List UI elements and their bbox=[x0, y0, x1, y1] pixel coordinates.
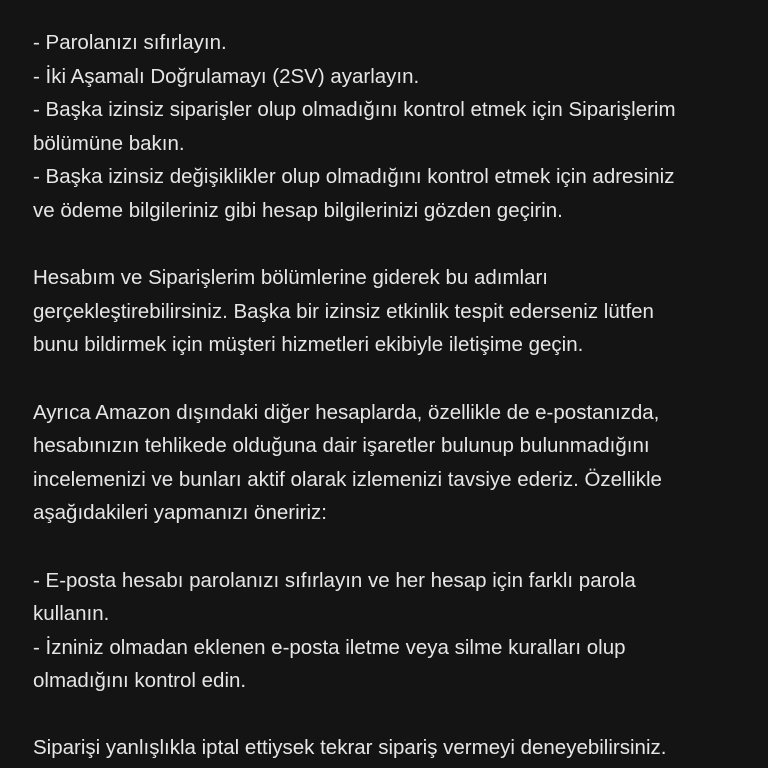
paragraph-gap bbox=[33, 530, 676, 564]
text-line: - Başka izinsiz değişiklikler olup olmadığını kontrol etmek için adresiniz bbox=[33, 165, 675, 189]
paragraph bbox=[33, 396, 676, 530]
paragraph bbox=[33, 26, 676, 228]
text-line: bölümüne bakın. bbox=[33, 131, 185, 155]
text-line: kullanın. bbox=[33, 602, 110, 626]
text-line: Siparişi yanlışlıkla iptal ettiysek tekrar sipariş vermeyi deneyebilirsiniz. bbox=[33, 736, 667, 760]
text-line: - İzniniz olmadan eklenen e-posta iletme veya silme kuralları olup bbox=[33, 635, 626, 659]
text-line: ve ödeme bilgileriniz gibi hesap bilgilerinizi gözden geçirin. bbox=[33, 198, 563, 222]
text-line: hesabınızın tehlikede olduğuna dair işaretler bulunup bulunmadığını bbox=[33, 434, 650, 458]
text-line: - İki Aşamalı Doğrulamayı (2SV) ayarlayın. bbox=[33, 64, 420, 88]
text-line: - Başka izinsiz siparişler olup olmadığını kontrol etmek için Siparişlerim bbox=[33, 98, 676, 122]
paragraph bbox=[33, 564, 676, 698]
text-line: bunu bildirmek için müşteri hizmetleri ekibiyle iletişime geçin. bbox=[33, 333, 584, 357]
text-line: - Parolanızı sıfırlayın. bbox=[33, 31, 227, 54]
text-line: incelemenizi ve bunları aktif olarak izlemenizi tavsiye ederiz. Özellikle bbox=[33, 467, 662, 491]
text-line: aşağıdakileri yapmanızı öneririz: bbox=[33, 501, 327, 525]
text-line: - E-posta hesabı parolanızı sıfırlayın ve her hesap için farklı parola bbox=[33, 568, 636, 592]
message-body bbox=[33, 26, 676, 765]
text-line: Hesabım ve Siparişlerim bölümlerine giderek bu adımları bbox=[33, 266, 548, 290]
paragraph-gap bbox=[33, 362, 676, 396]
paragraph bbox=[33, 731, 676, 765]
paragraph-gap bbox=[33, 228, 676, 262]
text-line: Ayrıca Amazon dışındaki diğer hesaplarda, özellikle de e-postanızda, bbox=[33, 400, 660, 424]
text-line: gerçekleştirebilirsiniz. Başka bir izinsiz etkinlik tespit ederseniz lütfen bbox=[33, 299, 654, 323]
paragraph-gap bbox=[33, 698, 676, 732]
text-line: olmadığını kontrol edin. bbox=[33, 669, 247, 693]
paragraph bbox=[33, 261, 676, 362]
